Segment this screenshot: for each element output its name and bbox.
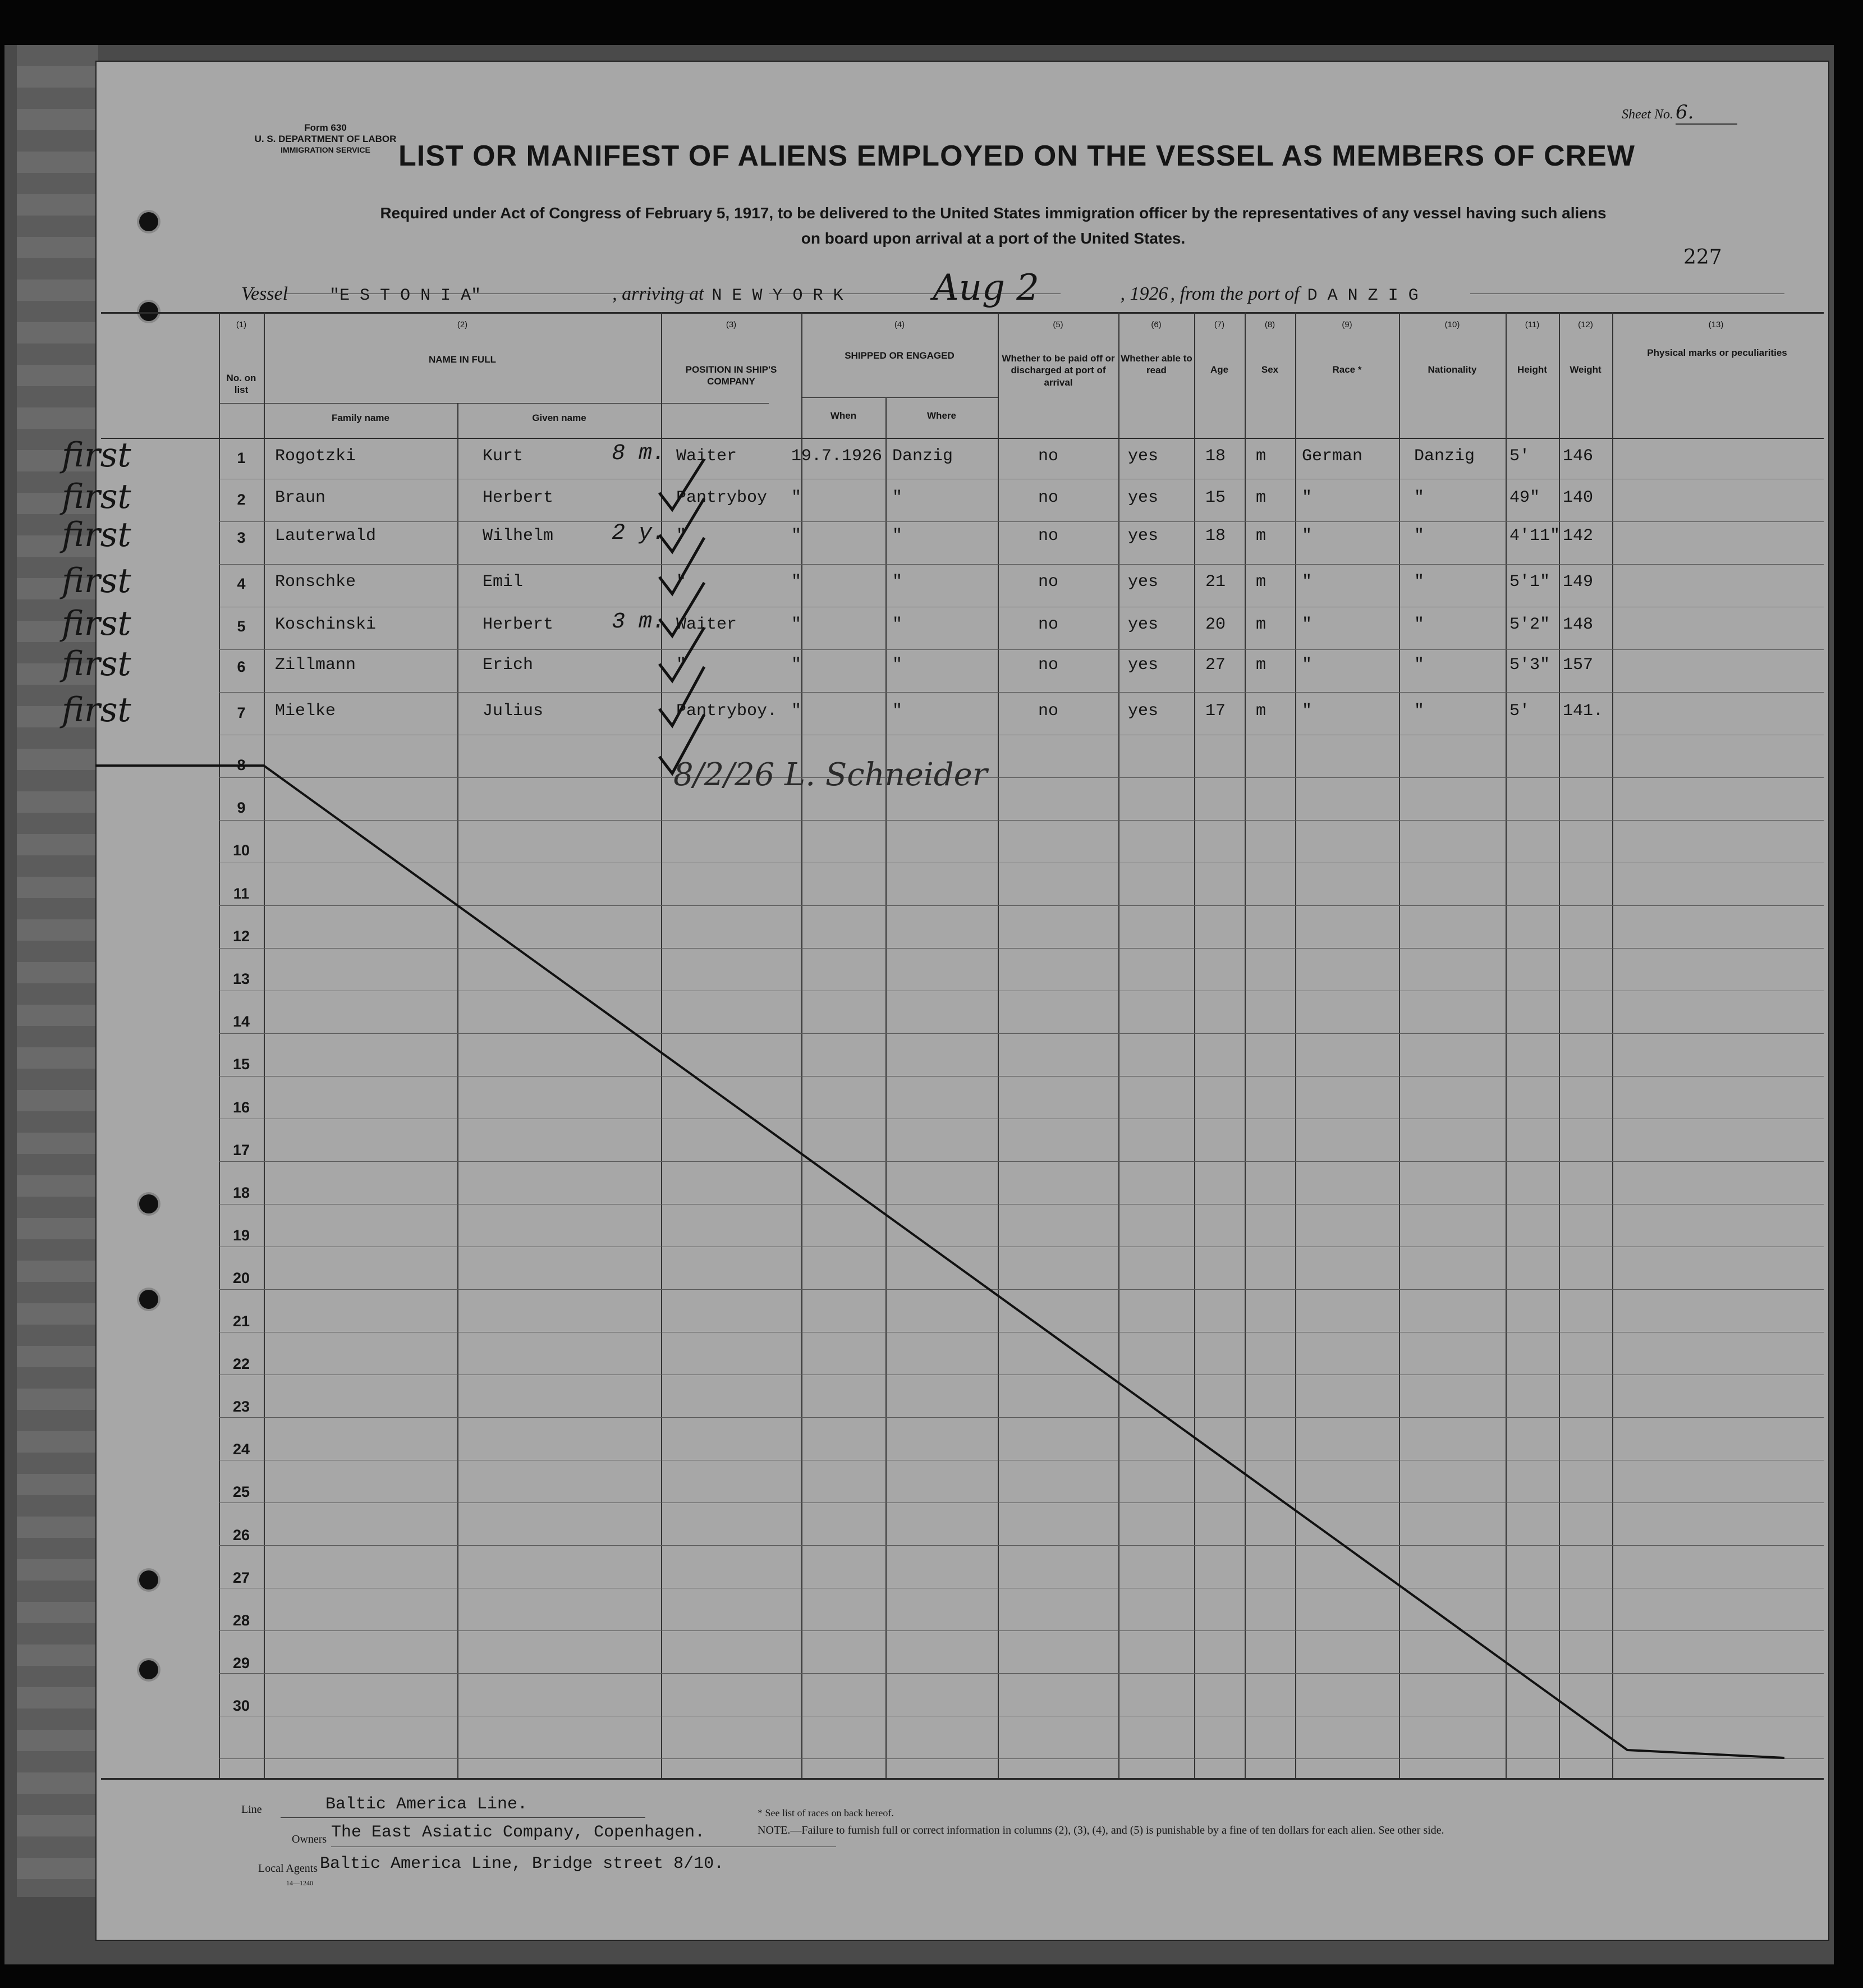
cell-when: " [791,615,802,634]
colnum-11: (11) [1525,320,1540,329]
header-when: When [830,410,857,421]
cell-where: " [892,615,903,634]
cell-family: Zillmann [275,656,356,675]
cell-race: " [1302,702,1313,721]
empty-row-number: 15 [232,1056,250,1073]
cell-nationality: " [1414,615,1425,634]
empty-row-number: 16 [232,1098,250,1116]
cell-family: Rogotzki [275,447,356,466]
cell-nationality: " [1414,526,1425,546]
cell-sex: m [1256,572,1267,592]
owners-value: The East Asiatic Company, Copenhagen. [331,1823,705,1842]
cell-family: Lauterwald [275,526,377,546]
empty-row-number: 18 [232,1184,250,1201]
empty-row-number: 14 [232,1013,250,1030]
empty-row-number: 27 [232,1569,250,1586]
header-able-to-read: Whether able to read [1121,353,1192,376]
cell-note: 3 m. [612,610,666,635]
cell-family: Koschinski [275,615,377,634]
cell-read: yes [1128,447,1159,466]
row-number: 1 [237,450,246,466]
cell-sex: m [1256,702,1267,721]
cell-read: yes [1128,572,1159,592]
colnum-9: (9) [1342,320,1352,329]
header-family-name: Family name [332,413,389,423]
cell-when: " [791,656,802,675]
header-name-in-full: NAME IN FULL [429,354,496,365]
cell-given: Herbert [483,488,554,507]
cell-read: yes [1128,702,1159,721]
subtitle-line-2: on board upon arrival at a port of the United States. [801,229,1186,247]
agents-value: Baltic America Line, Bridge street 8/10. [320,1854,724,1874]
cell-given: Emil [483,572,524,592]
cell-weight: 141. [1563,702,1604,721]
empty-row-number: 8 [237,757,246,773]
cell-race: " [1302,572,1313,592]
header-sex: Sex [1261,364,1279,375]
cell-race: " [1302,656,1313,675]
header-nationality: Nationality [1428,364,1477,375]
cell-race: " [1302,526,1313,546]
cell-family: Mielke [275,702,336,721]
admission-mark: first [62,436,131,475]
cell-sex: m [1256,656,1267,675]
cell-age: 27 [1205,656,1226,675]
cell-height: 5'3" [1509,656,1550,675]
cell-weight: 148 [1563,615,1594,634]
empty-row-number: 26 [232,1526,250,1543]
cell-race: " [1302,615,1313,634]
empty-row-number: 11 [233,885,250,902]
empty-row-number: 24 [232,1441,250,1458]
empty-row-number: 20 [232,1270,250,1287]
row-number: 3 [237,529,246,546]
empty-row-number: 21 [232,1312,250,1330]
empty-row-number: 28 [232,1612,250,1629]
cell-height: 5'2" [1509,615,1550,634]
colnum-12: (12) [1578,320,1593,329]
form-number: Form 630 [304,122,347,133]
empty-row-number: 25 [232,1483,250,1501]
cell-nationality: " [1414,572,1425,592]
cell-given: Herbert [483,615,554,634]
header-weight: Weight [1570,364,1602,375]
cell-age: 21 [1205,572,1226,592]
cell-weight: 157 [1563,656,1594,675]
empty-row-number: 9 [237,799,246,817]
sheet-label: Sheet No. [1622,107,1673,122]
cell-when: " [791,488,802,507]
colnum-10: (10) [1444,320,1460,329]
manifest-page [62,61,1829,1941]
cell-age: 20 [1205,615,1226,634]
admission-mark: first [62,604,131,643]
cell-position: Waiter [676,447,737,466]
owners-label: Owners [292,1833,327,1845]
cell-where: " [892,488,903,507]
cell-where: Danzig [892,447,953,466]
cell-when: 19.7.1926 [791,447,883,466]
empty-row-number: 12 [232,927,250,945]
cell-position: " [676,572,687,592]
inspector-signature: 8/2/26 L. Schneider [673,757,988,793]
admission-mark: first [62,690,131,730]
cell-read: yes [1128,526,1159,546]
line-label: Line [241,1803,262,1816]
cancel-diagonal-line [95,61,1829,1941]
sheet-number: 6. [1676,101,1737,125]
header-no-on-list: No. on list [226,373,256,396]
cell-sex: m [1256,447,1267,466]
empty-row-number: 30 [232,1697,250,1715]
header-race: Race * [1332,364,1362,375]
cell-position: " [676,656,687,675]
header-age: Age [1210,364,1229,375]
empty-row-number: 13 [232,970,250,987]
arrival-date: Aug 2 [933,267,1039,309]
header-physical-marks: Physical marks or peculiarities [1647,347,1787,358]
cell-sex: m [1256,488,1267,507]
header-shipped: SHIPPED OR ENGAGED [845,350,955,361]
colnum-6: (6) [1151,320,1162,329]
empty-row-number: 23 [232,1398,250,1415]
admission-mark: first [62,644,131,684]
vessel-name: "E S T O N I A" [329,286,481,305]
arriving-port: N E W Y O R K [712,286,843,305]
header-paid-off: Whether to be paid off or discharged at port of arrival [1002,353,1115,388]
cell-when: " [791,702,802,721]
cell-paid-off: no [1038,488,1059,507]
cell-sex: m [1256,615,1267,634]
cell-sex: m [1256,526,1267,546]
cell-given: Kurt [483,447,524,466]
cell-nationality: Danzig [1414,447,1475,466]
cell-race: German [1302,447,1363,466]
admission-mark: first [62,561,131,601]
line-value: Baltic America Line. [325,1795,528,1814]
department-name: U. S. DEPARTMENT OF LABOR [254,134,397,145]
cell-read: yes [1128,656,1159,675]
cell-weight: 146 [1563,447,1594,466]
colnum-2: (2) [457,320,468,329]
cell-race: " [1302,488,1313,507]
from-label: , from the port of [1170,283,1300,304]
vessel-label: Vessel [241,283,288,304]
row-number: 2 [237,491,246,508]
cell-nationality: " [1414,488,1425,507]
cell-when: " [791,526,802,546]
race-note: * See list of races on back hereof. [758,1807,894,1818]
cell-weight: 149 [1563,572,1594,592]
year-value: 26 [1149,283,1168,304]
cell-paid-off: no [1038,615,1059,634]
cell-height: 4'11" [1509,526,1561,546]
cell-position: Waiter [676,615,737,634]
colnum-13: (13) [1708,320,1724,329]
cell-age: 18 [1205,526,1226,546]
underlying-page-edge [17,45,98,1897]
cell-family: Braun [275,488,326,507]
agents-label: Local Agents [258,1862,318,1875]
row-number: 5 [237,618,246,635]
cell-paid-off: no [1038,572,1059,592]
cell-family: Ronschke [275,572,356,592]
cell-age: 15 [1205,488,1226,507]
cell-nationality: " [1414,702,1425,721]
cell-when: " [791,572,802,592]
colnum-4: (4) [894,320,905,329]
cell-where: " [892,656,903,675]
cell-height: 5' [1509,702,1530,721]
empty-row-number: 29 [232,1655,250,1672]
colnum-5: (5) [1053,320,1063,329]
cell-where: " [892,702,903,721]
admission-mark: first [62,515,131,555]
colnum-1: (1) [236,320,247,329]
from-port: D A N Z I G [1307,286,1419,305]
cell-read: yes [1128,488,1159,507]
admission-mark: first [62,477,131,516]
cell-paid-off: no [1038,526,1059,546]
arriving-label: , arriving at [612,283,704,304]
empty-row-number: 10 [232,842,250,859]
empty-row-number: 19 [232,1227,250,1244]
line-underline [281,1817,645,1818]
penalty-note: NOTE.—Failure to furnish full or correct information in columns (2), (3), (4), and (5) is punishable by a fine of ten dollars for each alien. See other side. [758,1824,1444,1836]
cell-weight: 140 [1563,488,1594,507]
cell-age: 18 [1205,447,1226,466]
colnum-7: (7) [1214,320,1225,329]
cell-given: Erich [483,656,534,675]
colnum-8: (8) [1264,320,1275,329]
cell-note: 8 m. [612,441,666,466]
header-position: POSITION IN SHIP'S COMPANY [685,364,777,387]
print-code: 14—1240 [286,1879,313,1887]
cell-nationality: " [1414,656,1425,675]
empty-row-number: 17 [232,1141,250,1158]
cell-paid-off: no [1038,447,1059,466]
cell-given: Wilhelm [483,526,554,546]
colnum-3: (3) [726,320,737,329]
cell-height: 49" [1509,488,1540,507]
row-number: 6 [237,658,246,675]
cell-paid-off: no [1038,702,1059,721]
service-name: IMMIGRATION SERVICE [281,145,370,154]
empty-row-number: 22 [232,1355,250,1372]
cell-read: yes [1128,615,1159,634]
header-where: Where [927,410,956,421]
cell-height: 5' [1509,447,1530,466]
header-given-name: Given name [532,413,586,423]
cell-age: 17 [1205,702,1226,721]
cell-given: Julius [483,702,544,721]
cell-note: 2 y. [612,521,666,546]
cell-position: Pantryboy [676,488,768,507]
page-number: 227 [1683,246,1722,269]
cell-where: " [892,526,903,546]
cell-position: Pantryboy. [676,702,778,721]
cell-weight: 142 [1563,526,1594,546]
row-number: 7 [237,704,246,721]
cell-paid-off: no [1038,656,1059,675]
row-number: 4 [237,575,246,592]
year-label: , 19 [1120,283,1149,304]
cell-position: " [676,526,687,546]
cell-height: 5'1" [1509,572,1550,592]
document-title: LIST OR MANIFEST OF ALIENS EMPLOYED ON THE VESSEL AS MEMBERS OF CREW [398,140,1635,172]
cell-where: " [892,572,903,592]
header-height: Height [1517,364,1547,375]
subtitle-line-1: Required under Act of Congress of February 5, 1917, to be delivered to the United States immigration officer by the representatives of any vessel having such aliens [380,204,1607,222]
